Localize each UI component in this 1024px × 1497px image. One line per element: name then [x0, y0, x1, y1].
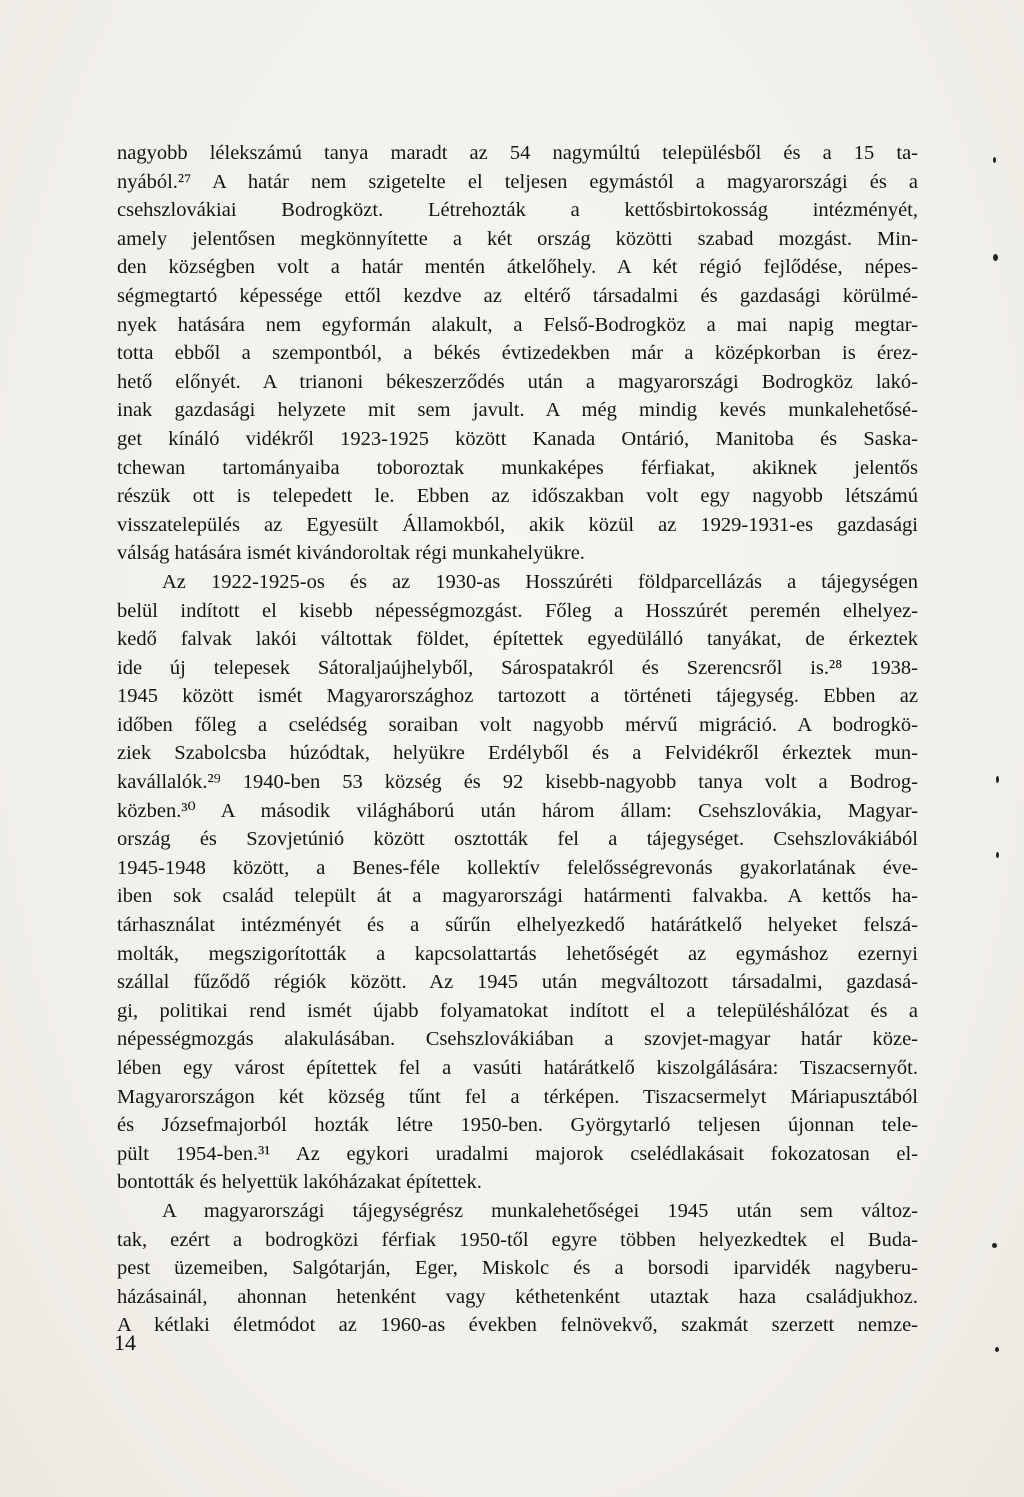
text-line: válság hatására ismét kivándoroltak régi munkahelyükre. — [117, 542, 585, 565]
text-line: részük ott is telepedett le. Ebben az időszakban volt egy nagyobb létszámú — [117, 485, 918, 508]
text-line: ségmegtartó képessége ettől kezdve az eltérő társadalmi és gazdasági körülmé- — [117, 284, 918, 307]
text-line: inak gazdasági helyzete mit sem javult. A még mindig kevés munkalehetősé- — [117, 399, 918, 422]
text-line: csehszlovákiai Bodrogközt. Létrehozták a kettősbirtokosság intézményét, — [117, 199, 918, 222]
text-line: A kétlaki életmódot az 1960-as években felnövekvő, szakmát szerzett nemze- — [117, 1314, 918, 1337]
text-line: Magyarországon két község tűnt fel a térképen. Tiszacsermelyt Máriapusztából — [117, 1085, 918, 1108]
text-line: visszatelepülés az Egyesült Államokból, akik közül az 1929-1931-es gazdasági — [117, 513, 918, 536]
text-line: kedő falvak lakói váltottak földet, építettek egyedülálló tanyákat, de érkeztek — [117, 628, 918, 651]
text-line: molták, megszigorították a kapcsolattartás lehetőségét az egymáshoz ezernyi — [117, 942, 918, 965]
text-line: nagyobb lélekszámú tanya maradt az 54 nagymúltú településből és a 15 ta- — [117, 142, 918, 164]
text-line: pest üzemeiben, Salgótarján, Eger, Miskolc és a borsodi iparvidék nagyberu- — [117, 1257, 918, 1280]
text-line: gi, politikai rend ismét újabb folyamatokat indított el a településhálózat és a — [117, 999, 918, 1022]
scan-speck — [992, 1243, 997, 1248]
text-line: iben sok család települt át a magyarországi határmenti falvakba. A kettős ha- — [117, 885, 918, 908]
text-line: tchewan tartományaiba toboroztak munkaképes férfiakat, akiknek jelentős — [117, 456, 918, 479]
text-line: A magyarországi tájegységrész munkalehetőségei 1945 után sem változ- — [162, 1199, 918, 1222]
text-line: get kínáló vidékről 1923-1925 között Kanada Ontárió, Manitoba és Saska- — [117, 427, 918, 450]
scan-speck — [993, 254, 998, 261]
text-line: szállal fűződő régiók között. Az 1945 után megváltozott társadalmi, gazdasá- — [117, 971, 918, 994]
text-line: belül indított el kisebb népességmozgást. Főleg a Hosszúrét peremén elhelyez- — [117, 599, 918, 622]
text-line: kavállalók.²⁹ 1940-ben 53 község és 92 kisebb-nagyobb tanya volt a Bodrog- — [117, 771, 918, 794]
text-line: házásainál, ahonnan hetenként vagy kéthetenként utaztak haza családjukhoz. — [117, 1285, 918, 1308]
text-line: tak, ezért a bodrogközi férfiak 1950-től egyre többen helyezkedtek el Buda- — [117, 1228, 918, 1251]
text-line: pült 1954-ben.³¹ Az egykori uradalmi majorok cselédlakásait fokozatosan el- — [117, 1142, 918, 1165]
page-number: 14 — [114, 1330, 136, 1355]
text-line: bontották és helyettük lakóházakat építettek. — [117, 1171, 482, 1194]
body-text — [117, 139, 918, 1340]
text-line: nyek hatására nem egyformán alakult, a Felső-Bodrogköz a mai napig megtar- — [117, 313, 918, 336]
text-line: 1945-1948 között, a Benes-féle kollektív felelősségrevonás gyakorlatának éve- — [117, 856, 918, 879]
text-line: időben főleg a cselédség soraiban volt nagyobb mérvű migráció. A bodrogkö- — [117, 713, 918, 736]
text-line: den községben volt a határ mentén átkelőhely. A két régió fejlődése, népes- — [117, 256, 918, 279]
text-line: nyából.²⁷ A határ nem szigetelte el teljesen egymástól a magyarországi és a — [117, 170, 918, 193]
text-line: tárhasználat intézményét és a sűrűn elhelyezkedő határátkelő helyeket felszá- — [117, 914, 918, 937]
text-line: amely jelentősen megkönnyítette a két ország közötti szabad mozgást. Min- — [117, 227, 918, 250]
text-line: népességmozgás alakulásában. Csehszlovákiában a szovjet-magyar határ köze- — [117, 1028, 918, 1051]
text-line: Az 1922-1925-os és az 1930-as Hosszúréti földparcellázás a tájegységen — [162, 570, 918, 593]
text-line: ziek Szabolcsba húzódtak, helyükre Erdélyből és a Felvidékről érkeztek mun- — [117, 742, 918, 765]
text-line: ország és Szovjetúnió között osztották fel a tájegységet. Csehszlovákiából — [117, 828, 918, 851]
text-line: lében egy várost építettek fel a vasúti határátkelő kiszolgálására: Tiszacsernyőt. — [117, 1057, 918, 1079]
scan-speck — [993, 157, 996, 163]
text-line: hető előnyét. A trianoni békeszerződés után a magyarországi Bodrogköz lakó- — [117, 370, 918, 393]
scan-speck — [995, 1347, 999, 1352]
text-line: közben.³⁰ A második világháború után három állam: Csehszlovákia, Magyar- — [117, 799, 918, 822]
text-line: és Józsefmajorból hozták létre 1950-ben. Györgytarló teljesen újonnan tele- — [117, 1114, 918, 1137]
text-line: totta ebből a szempontból, a békés évtizedekben már a középkorban is érez- — [117, 342, 918, 365]
text-line: ide új telepesek Sátoraljaújhelyből, Sárospatakról és Szerencsről is.²⁸ 1938- — [117, 656, 918, 679]
text-line: 1945 között ismét Magyarországhoz tartozott a történeti tájegység. Ebben az — [117, 685, 918, 708]
scan-speck — [996, 852, 999, 858]
scan-speck — [996, 776, 999, 783]
